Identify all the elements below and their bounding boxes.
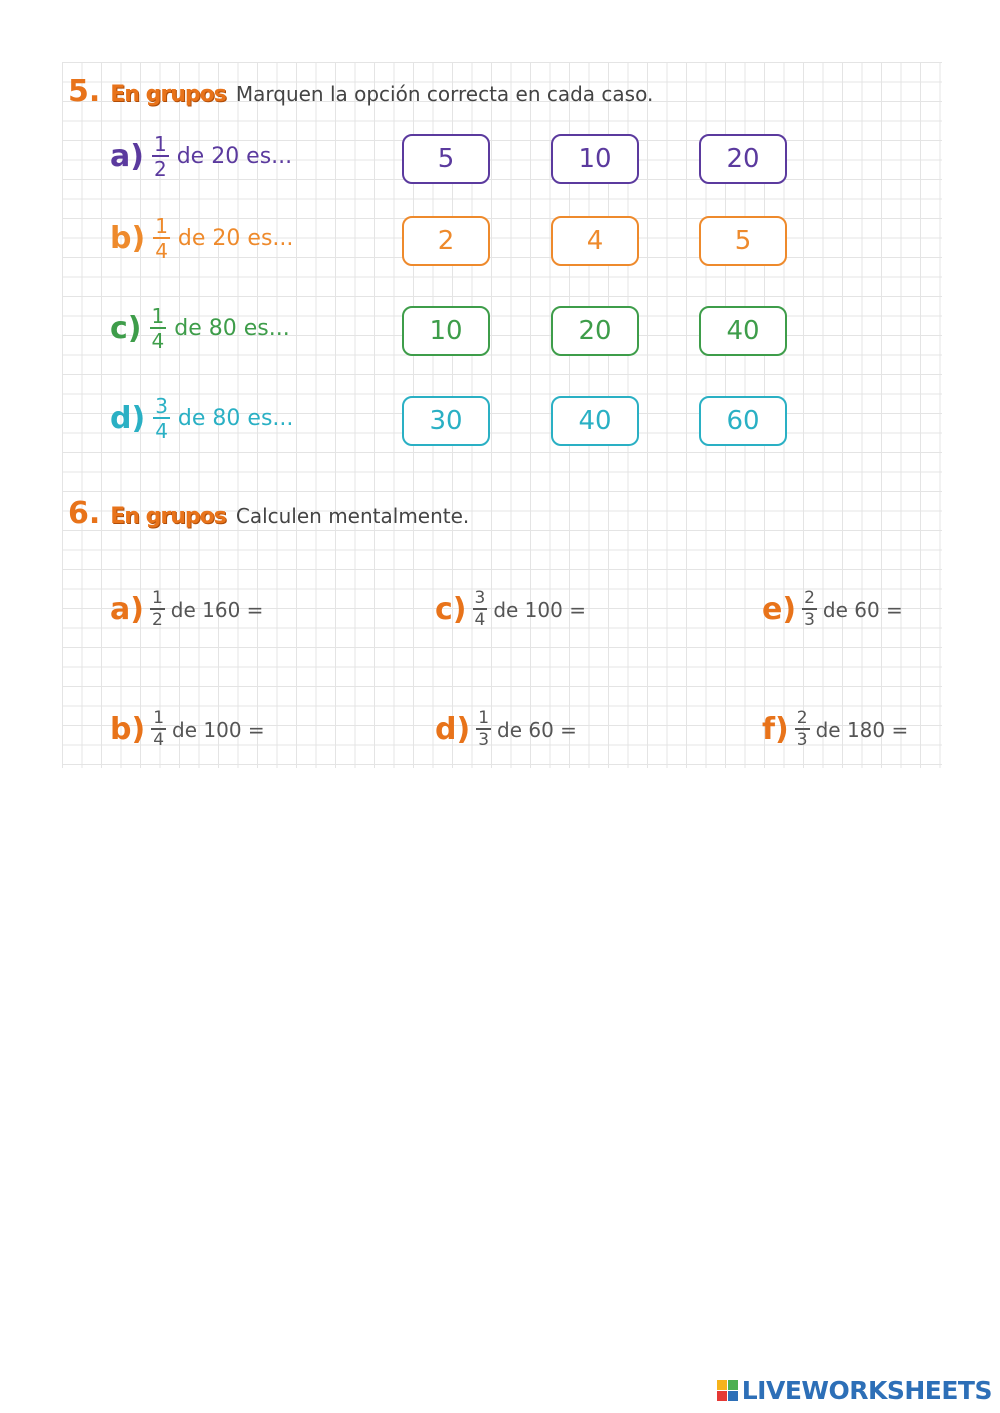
exercise-6-item xyxy=(762,590,903,629)
fraction-numerator: 1 xyxy=(153,132,167,156)
answer-option[interactable]: 10 xyxy=(551,134,639,184)
item-text: de 20 es... xyxy=(177,226,294,251)
answer-option[interactable]: 4 xyxy=(551,216,639,266)
fraction-numerator: 2 xyxy=(804,588,815,608)
fraction-numerator: 1 xyxy=(153,708,165,728)
fraction-numerator: 3 xyxy=(155,394,168,418)
fraction xyxy=(795,710,810,749)
fraction xyxy=(153,216,170,261)
item-letter: b) xyxy=(110,221,146,256)
item-letter: e) xyxy=(762,592,797,627)
fraction-denominator: 3 xyxy=(796,730,808,750)
exercise-6-item xyxy=(110,590,263,629)
fraction-denominator: 2 xyxy=(151,610,163,630)
exercise-6-header xyxy=(68,496,469,531)
item-text: de 20 es... xyxy=(176,144,293,169)
logo-icon xyxy=(717,1380,738,1401)
item-letter: c) xyxy=(435,592,467,627)
exercise-6-item xyxy=(435,590,586,629)
fraction-numerator: 1 xyxy=(151,304,165,328)
fraction xyxy=(473,590,488,629)
exercise-5-item xyxy=(110,306,290,351)
answer-option[interactable]: 30 xyxy=(402,396,490,446)
exercise-6-item xyxy=(762,710,908,749)
exercise-5-header xyxy=(68,74,653,109)
liveworksheets-logo xyxy=(717,1376,992,1405)
item-letter: d) xyxy=(110,401,146,436)
item-text: de 100 = xyxy=(172,717,265,742)
fraction xyxy=(150,590,165,629)
fraction-numerator: 1 xyxy=(478,708,490,728)
answer-option[interactable]: 10 xyxy=(402,306,490,356)
fraction xyxy=(151,710,166,749)
item-text: de 100 = xyxy=(493,597,586,622)
fraction xyxy=(152,134,169,179)
answer-option[interactable]: 2 xyxy=(402,216,490,266)
exercise-6-instruction: Calculen mentalmente. xyxy=(235,504,470,528)
exercise-5-number: 5. xyxy=(68,74,101,109)
exercise-5-instruction: Marquen la opción correcta en cada caso. xyxy=(235,82,654,106)
fraction xyxy=(476,710,491,749)
exercise-6-item xyxy=(435,710,577,749)
logo-text: LIVEWORKSHEETS xyxy=(741,1376,992,1405)
exercise-6-number: 6. xyxy=(68,496,101,531)
item-text: de 160 = xyxy=(170,597,264,622)
group-work-tag: En grupos xyxy=(110,82,226,107)
answer-option[interactable]: 40 xyxy=(699,306,787,356)
exercise-5-item xyxy=(110,134,292,179)
fraction xyxy=(802,590,817,629)
worksheet xyxy=(62,62,942,768)
item-letter: b) xyxy=(110,712,146,747)
fraction-numerator: 2 xyxy=(796,708,808,728)
answer-option[interactable]: 40 xyxy=(551,396,639,446)
fraction-denominator: 3 xyxy=(804,610,815,630)
fraction-numerator: 1 xyxy=(155,214,168,238)
fraction-numerator: 1 xyxy=(151,588,163,608)
item-text: de 60 = xyxy=(822,597,903,622)
answer-option[interactable]: 5 xyxy=(402,134,490,184)
item-text: de 80 es... xyxy=(174,316,290,341)
fraction xyxy=(153,396,170,441)
fraction-denominator: 3 xyxy=(478,730,490,750)
answer-option[interactable]: 60 xyxy=(699,396,787,446)
fraction xyxy=(150,306,167,351)
item-letter: f) xyxy=(762,712,789,747)
fraction-numerator: 3 xyxy=(474,588,486,608)
item-text: de 180 = xyxy=(815,717,909,742)
item-text: de 60 = xyxy=(497,717,577,742)
answer-option[interactable]: 20 xyxy=(551,306,639,356)
fraction-denominator: 2 xyxy=(153,157,167,181)
fraction-denominator: 4 xyxy=(151,329,165,353)
item-letter: a) xyxy=(110,139,144,174)
fraction-denominator: 4 xyxy=(155,239,168,263)
exercise-5-item xyxy=(110,396,293,441)
exercise-5-item xyxy=(110,216,293,261)
answer-option[interactable]: 5 xyxy=(699,216,787,266)
fraction-denominator: 4 xyxy=(474,610,486,630)
answer-option[interactable]: 20 xyxy=(699,134,787,184)
fraction-denominator: 4 xyxy=(153,730,165,750)
item-letter: c) xyxy=(110,311,142,346)
item-letter: d) xyxy=(435,712,471,747)
item-letter: a) xyxy=(110,592,144,627)
exercise-6-item xyxy=(110,710,265,749)
group-work-tag: En grupos xyxy=(110,504,226,529)
item-text: de 80 es... xyxy=(177,406,294,431)
fraction-denominator: 4 xyxy=(155,419,168,443)
